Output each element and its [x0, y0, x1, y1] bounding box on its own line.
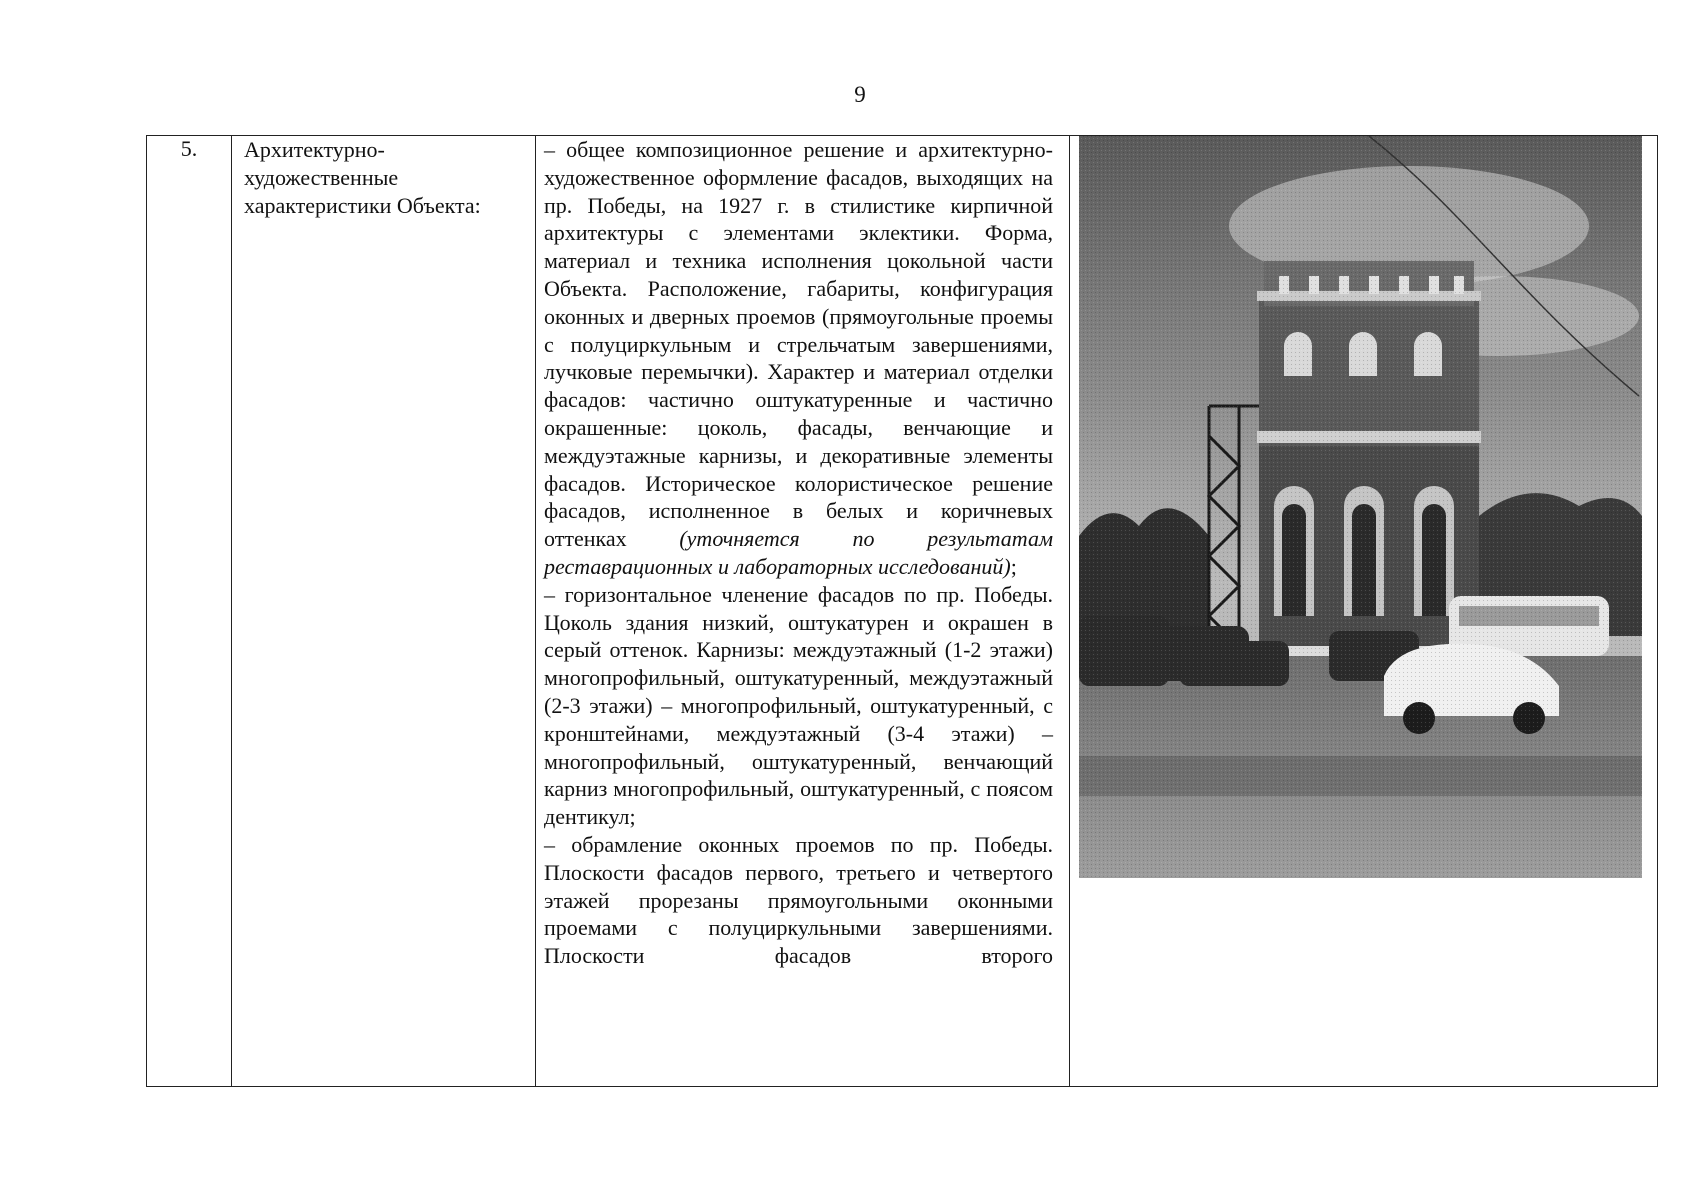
- column-divider: [1069, 136, 1070, 1086]
- description-paragraph: – обрамление оконных проемов по пр. Победы. Плоскости фасадов первого, третьего и четвертого этажей прорезаны прямоугольными оконными проемами с полуциркульными завершениями. Плоскости фасадов второго: [544, 831, 1053, 969]
- row-number: 5.: [180, 136, 198, 161]
- row-title: Архитектурно- художественные характеристики Объекта:: [244, 137, 481, 218]
- description-paragraph: – горизонтальное членение фасадов по пр. Победы. Цоколь здания низкий, оштукатурен и окрашен в серый оттенок. Карнизы: междуэтажный (1-2 этажи) многопрофильный, оштукатуренный, междуэтажный (2-3 этажи) – многопрофильный, оштукатуренный, с кронштейнами, междуэтажный (3-4 этажи) – многопрофильный, оштукатуренный, венчающий карниз многопрофильный, оштукатуренный, с поясом дентикул;: [544, 581, 1053, 830]
- column-divider: [231, 136, 232, 1086]
- column-divider: [535, 136, 536, 1086]
- description-cell: [544, 136, 1053, 970]
- description-paragraph: – общее композиционное решение и архитектурно-художественное оформление фасадов, выходящих на пр. Победы, на 1927 г. в стилистике кирпичной архитектуры с элементами эклектики. Форма, материал и техника исполнения цокольной части Объекта. Расположение, габариты, конфигурация оконных и дверных проемов (прямоугольные проемы с полуциркульным и стрельчатым завершениями, лучковые перемычки). Характер и материал отделки фасадов: частично оштукатуренные и частично окрашенные: цоколь, фасады, венчающие и междуэтажные карнизы, и декоративные элементы фасадов. Историческое колористическое решение фасадов, исполненное в белых и коричневых оттенках (уточняется по результатам реставрационных и лабораторных исследований);: [544, 137, 1053, 579]
- italic-note: (уточняется по результатам реставрационных и лабораторных исследований): [544, 526, 1053, 579]
- page-number: 9: [854, 82, 866, 107]
- characteristics-table: [146, 135, 1658, 1087]
- building-photo: [1079, 136, 1642, 878]
